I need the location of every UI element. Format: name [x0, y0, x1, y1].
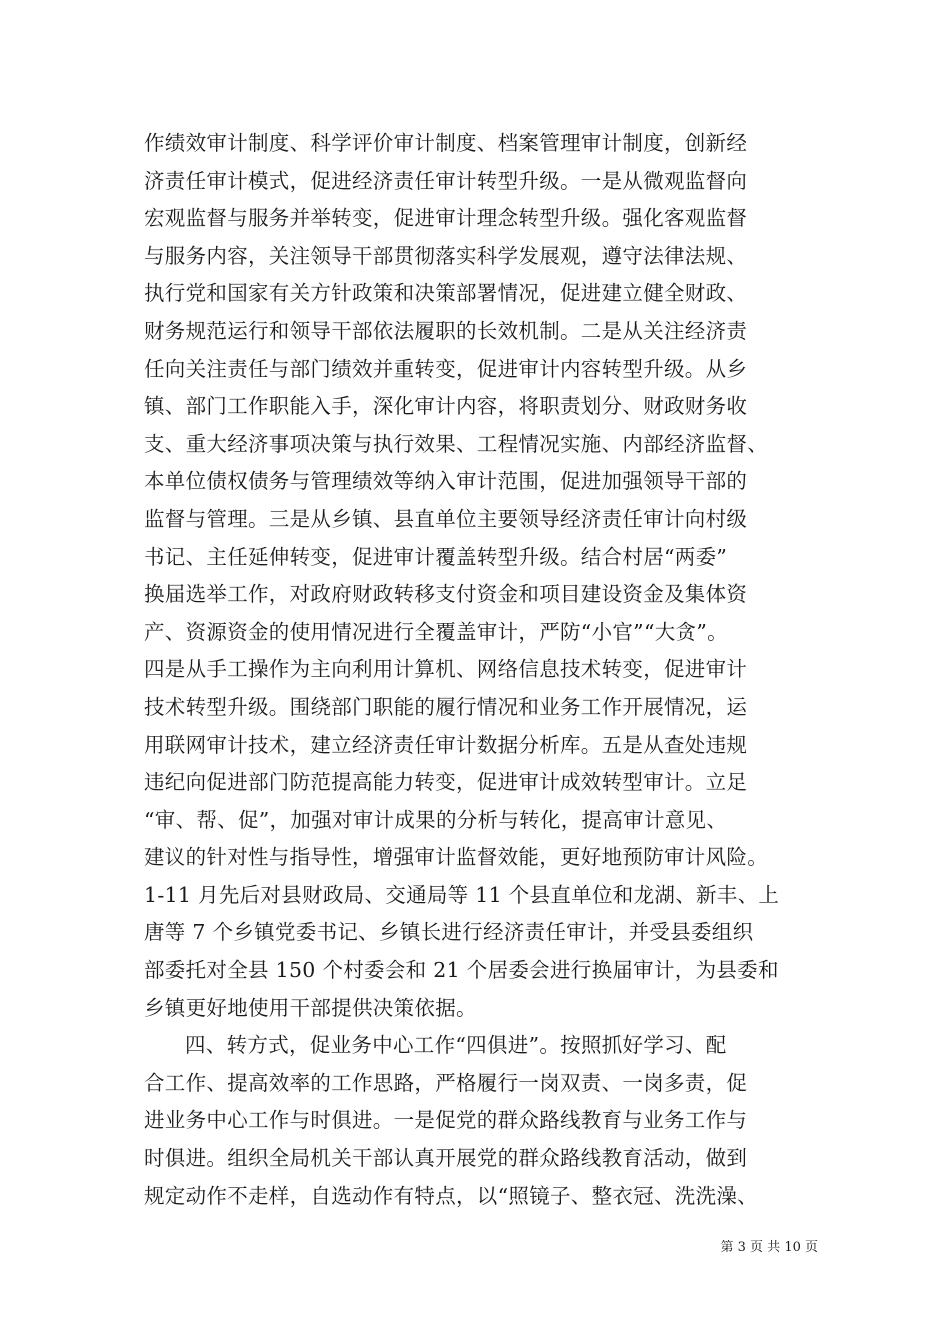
- text-line: 产、资源资金的使用情况进行全覆盖审计，严防“小官”“大贪”。: [144, 619, 728, 644]
- text-line: 时俱进。组织全局机关干部认真开展党的群众路线教育活动，做到: [144, 1146, 748, 1171]
- paragraph-start-line: 四、转方式，促业务中心工作“四俱进”。按照抓好学习、配: [185, 1033, 727, 1058]
- text-line: 任向关注责任与部门绩效并重转变，促进审计内容转型升级。从乡: [144, 356, 748, 381]
- text-line: 违纪向促进部门防范提高能力转变，促进审计成效转型审计。立足: [144, 770, 748, 795]
- document-body: [144, 125, 824, 1215]
- text-line: 技术转型升级。围绕部门职能的履行情况和业务工作开展情况，运: [144, 694, 748, 719]
- text-line: 四是从手工操作为主向利用计算机、网络信息技术转变，促进审计: [144, 657, 748, 682]
- text-line: 作绩效审计制度、科学评价审计制度、档案管理审计制度，创新经: [144, 131, 748, 155]
- text-line: 书记、主任延伸转变，促进审计覆盖转型升级。结合村居“两委”: [144, 544, 728, 569]
- text-line: “审、帮、促”，加强对审计成果的分析与转化，提高审计意见、: [144, 807, 728, 832]
- text-line: 建议的针对性与指导性，增强审计监督效能，更好地预防审计风险。: [144, 845, 768, 870]
- text-line: 1-11 月先后对县财政局、交通局等 11 个县直单位和龙湖、新丰、上: [144, 882, 780, 907]
- text-line: 规定动作不走样，自选动作有特点，以“照镜子、整衣冠、洗洗澡、: [144, 1183, 758, 1208]
- text-line: 部委托对全县 150 个村委会和 21 个居委会进行换届审计，为县委和: [144, 958, 779, 983]
- page-number: 第 3 页 共 10 页: [720, 1240, 818, 1255]
- text-line: 与服务内容，关注领导干部贯彻落实科学发展观，遵守法律法规、: [144, 243, 748, 268]
- text-line: 用联网审计技术，建立经济责任审计数据分析库。五是从查处违规: [144, 732, 748, 757]
- text-line: 监督与管理。三是从乡镇、县直单位主要领导经济责任审计向村级: [144, 506, 748, 531]
- text-line: 镇、部门工作职能入手，深化审计内容，将职责划分、财政财务收: [144, 394, 748, 419]
- text-line: 乡镇更好地使用干部提供决策依据。: [144, 995, 477, 1020]
- text-line: 济责任审计模式，促进经济责任审计转型升级。一是从微观监督向: [144, 168, 748, 193]
- text-line: 合工作、提高效率的工作思路，严格履行一岗双责、一岗多责，促: [144, 1070, 748, 1095]
- text-line: 财务规范运行和领导干部依法履职的长效机制。二是从关注经济责: [144, 318, 748, 343]
- text-line: 本单位债权债务与管理绩效等纳入审计范围，促进加强领导干部的: [144, 469, 748, 494]
- text-line: 进业务中心工作与时俱进。一是促党的群众路线教育与业务工作与: [144, 1108, 748, 1133]
- text-line: 执行党和国家有关方针政策和决策部署情况，促进建立健全财政、: [144, 281, 748, 306]
- text-line: 唐等 7 个乡镇党委书记、乡镇长进行经济责任审计，并受县委组织: [144, 920, 754, 945]
- text-line: 支、重大经济事项决策与执行效果、工程情况实施、内部经济监督、: [144, 431, 768, 456]
- text-line: 换届选举工作，对政府财政转移支付资金和项目建设资金及集体资: [144, 582, 748, 607]
- text-line: 宏观监督与服务并举转变，促进审计理念转型升级。强化客观监督: [144, 206, 748, 231]
